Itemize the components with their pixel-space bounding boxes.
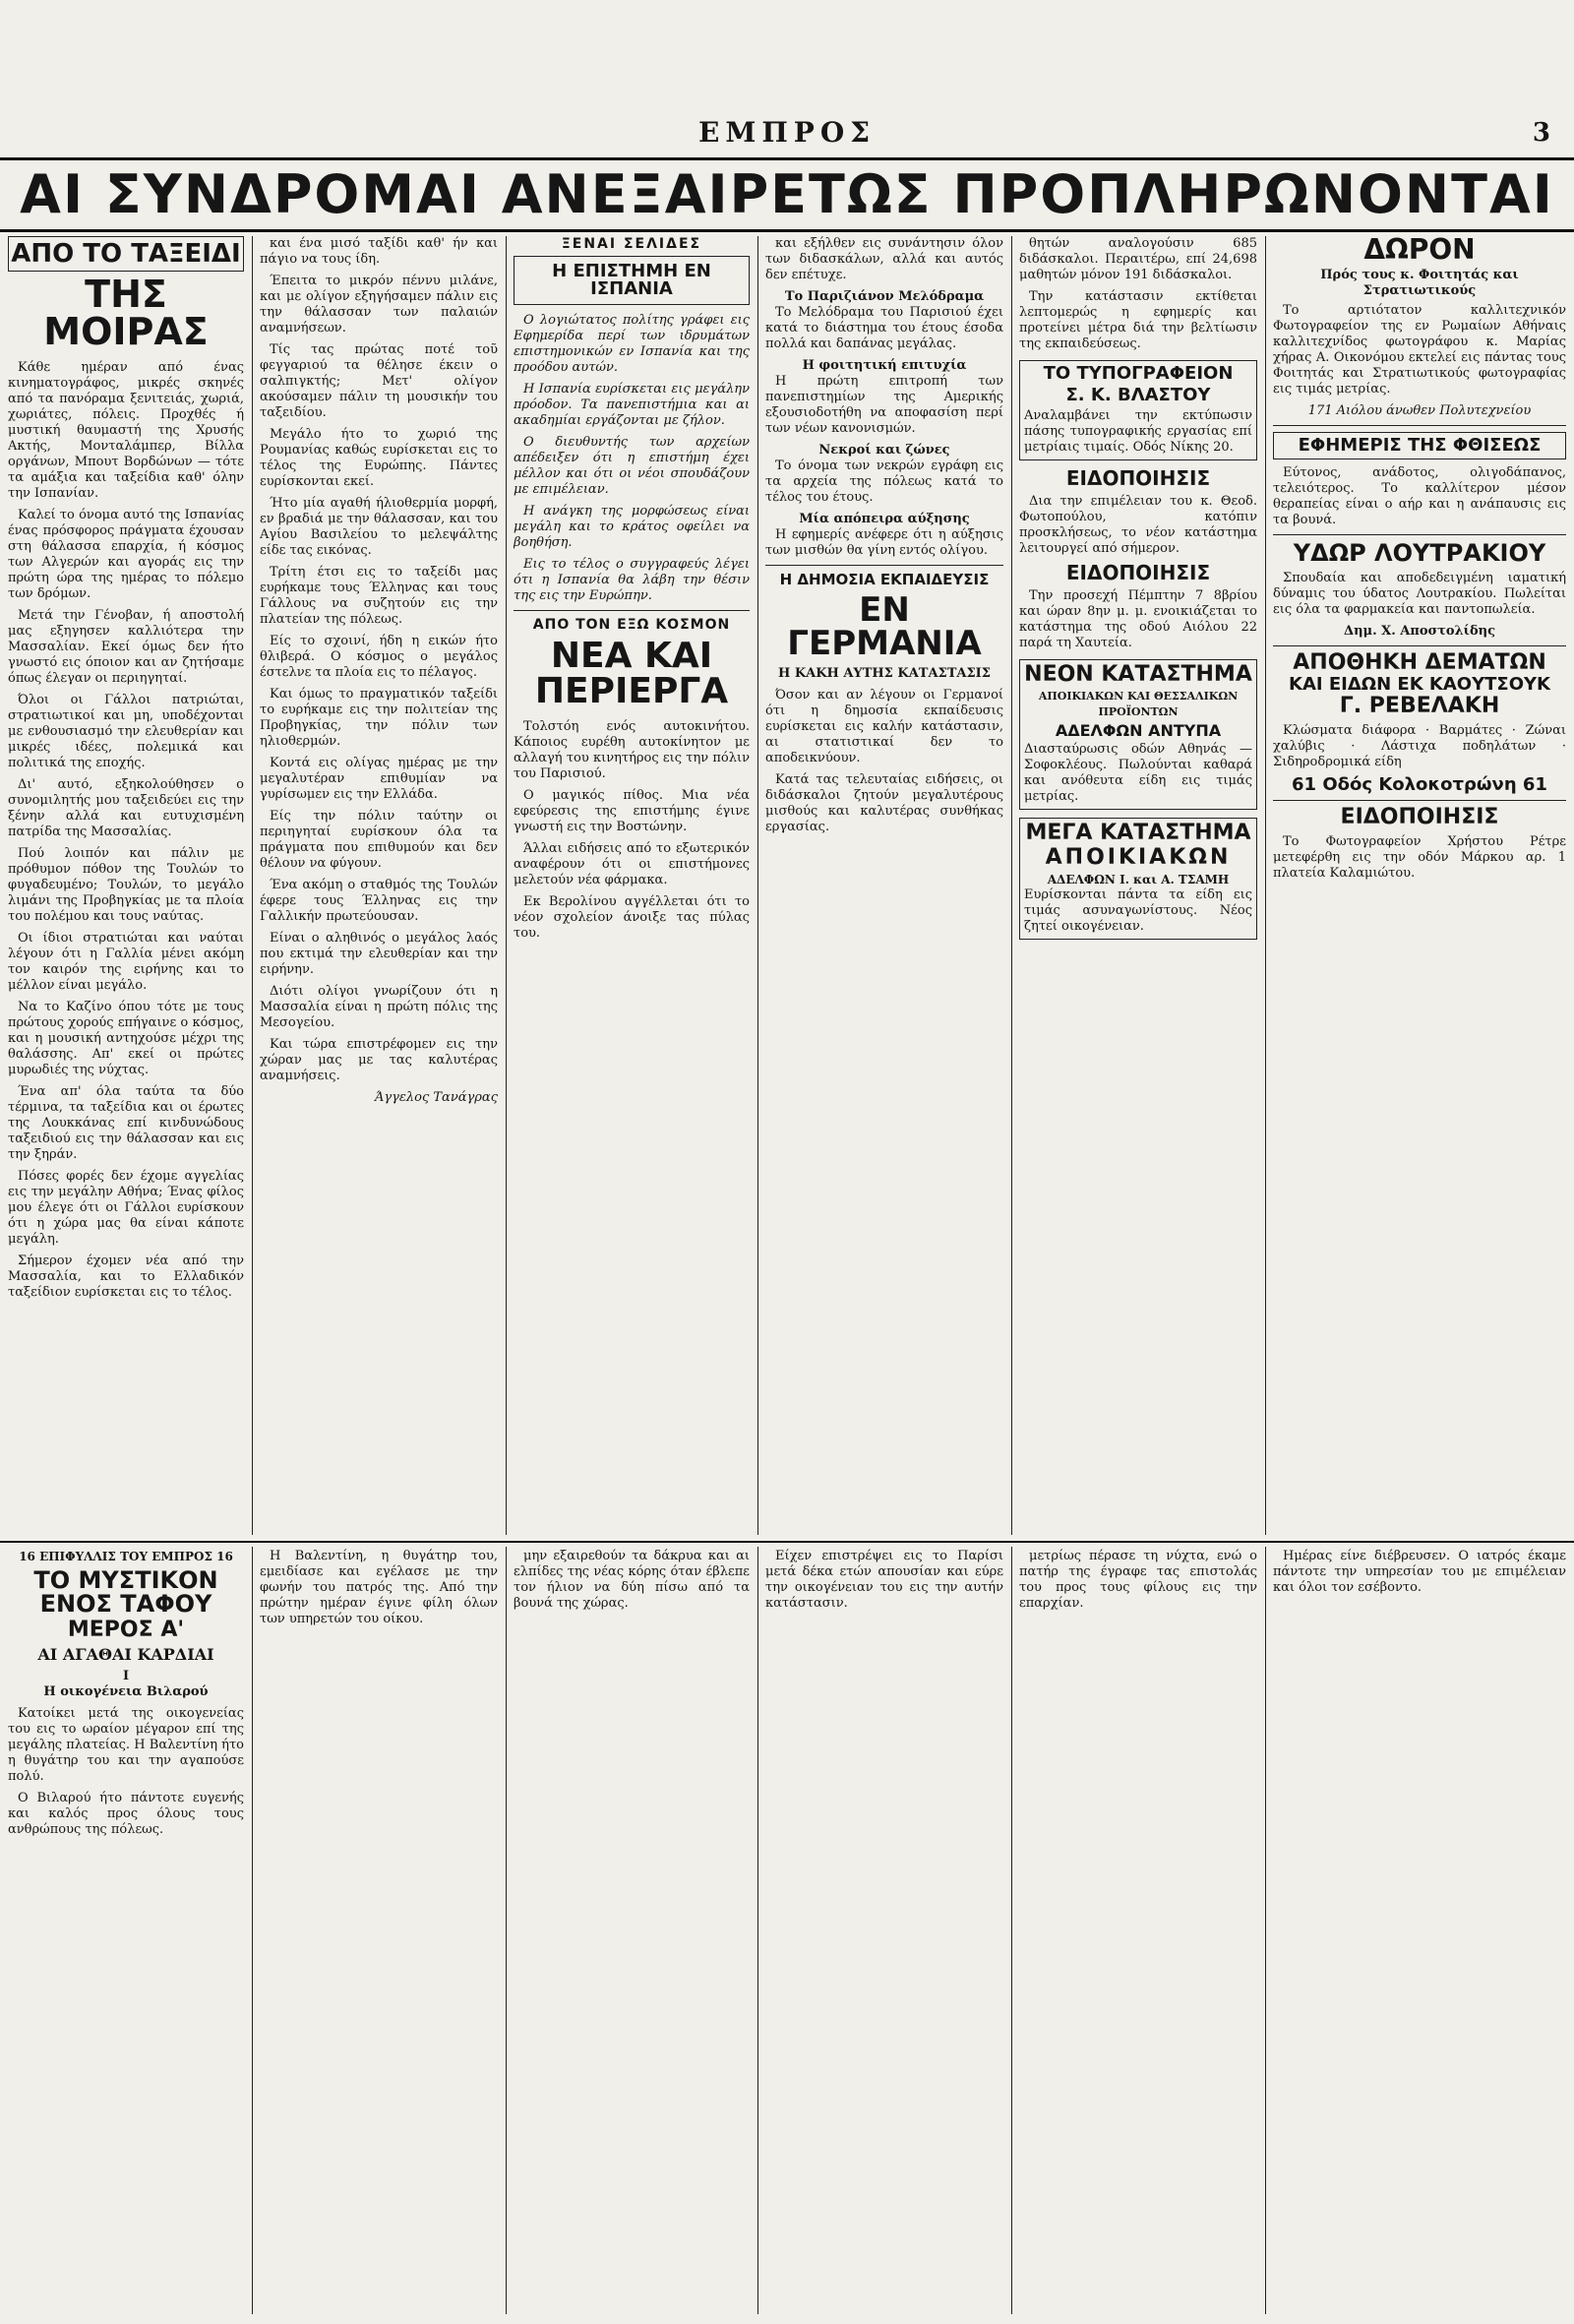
- ad-title: ΤΟ ΤΥΠΟΓΡΑΦΕΙΟΝ: [1043, 363, 1234, 384]
- article-title-main: ΤΗΣ ΜΟΙΡΑΣ: [43, 273, 209, 353]
- column-rule: [757, 1547, 758, 2314]
- paragraph: Και όμως το πραγματικόν ταξείδι το ευρήκαμε εις την πολιτείαν της Προβηγκίας, την πόλιν των ηλιοθερμών.: [260, 687, 498, 749]
- section-divider: [0, 1541, 1574, 1543]
- divider: [765, 565, 1003, 566]
- ad-box: [1019, 659, 1257, 810]
- ad-address: 61 Οδός Κολοκοτρώνη 61: [1292, 774, 1547, 795]
- paragraph: Την κατάστασιν εκτίθεται λεπτομερώς η εφημερίς και προτείνει μέτρα διά την βελτίωσιν της εκπαιδεύσεως.: [1019, 289, 1257, 351]
- column-6: [1273, 236, 1566, 1535]
- serial-title: ΤΟ ΜΥΣΤΙΚΟΝ ΕΝΟΣ ΤΑΦΟΥ: [33, 1566, 218, 1618]
- signature: Άγγελος Τανάγρας: [375, 1090, 498, 1105]
- paragraph: Έπειτα το μικρόν πέννυ μιλάνε, και με ολίγον εξηγήσαμεν πάλιν εις την θάλασσαν των παλαιών αναμνήσεων.: [260, 274, 498, 336]
- paragraph: Ημέρας είνε διέβρευσεν. Ο ιατρός έκαμε πάντοτε την υπηρεσίαν του με επιμέλειαν και όλοι τον εσέβοντο.: [1273, 1549, 1566, 1595]
- paragraph: Δι' αυτό, εξηκολούθησεν ο συνομιλητής μου ταξειδεύει εις την ξένην αλλά και ευτυχισμένη πατρίδα της Μασσαλίας.: [8, 777, 244, 839]
- section-kicker: ΞΕΝΑΙ ΣΕΛΙΔΕΣ: [561, 236, 702, 252]
- serial-column-6: [1273, 1549, 1566, 2316]
- paragraph: Πού λοιπόν και πάλιν με πρόθυμον πόθον της Τουλών το φυγαδευμένο; Τουλών, το μεγάλο λιμάνι της Προβηγκίας με τα πλοία του πολέμου και τους ναύτας.: [8, 846, 244, 924]
- paragraph: Να το Καζίνο όπου τότε με τους πρώτους χορούς επήγαινε ο κόσμος, και η μουσική αντηχούσε μέχρι της θαλάσσης. Απ' εκεί οι πρώτες μυρωδιές της νύχτας.: [8, 1000, 244, 1077]
- column-rule: [1265, 236, 1266, 1535]
- paragraph: Άλλαι ειδήσεις από το εξωτερικόν αναφέρουν ότι οι επιστήμονες μελετούν νέα φάρμακα.: [514, 841, 750, 887]
- article-title: Η ΕΠΙΣΤΗΜΗ ΕΝ ΙΣΠΑΝΙΑ: [514, 256, 750, 305]
- notice-title: ΕΙΔΟΠΟΙΗΣΙΣ: [1065, 561, 1211, 584]
- paragraph: Εύτονος, ανάδοτος, ολιγοδάπανος, τελειότερος. Το καλλίτερον μέσον θεραπείας είναι ο αήρ και η ανάπαυσις εις τα βουνά.: [1273, 465, 1566, 527]
- paragraph: Σήμερον έχομεν νέα από την Μασσαλία, και το Ελλαδικόν ταξείδιον ευρίσκεται εις το τέλος.: [8, 1254, 244, 1300]
- page-number: 3: [1532, 118, 1550, 148]
- ad-box: [1019, 818, 1257, 940]
- paragraph: Η πρώτη επιτροπή των πανεπιστημίων της Αμερικής εξουσιοδοτήθη να αποφασίση περί των νέων κανονισμών.: [765, 374, 1003, 436]
- paragraph: και ένα μισό ταξίδι καθ' ήν και πάγιο να τους ίδη.: [260, 236, 498, 267]
- paragraph: Ήτο μία αγαθή ήλιοθερμία μορφή, εν βραδιά με την θάλασσαν, και του Αγίου Βασιλείου το μελεψάλτης είδε τας εικόνας.: [260, 496, 498, 558]
- column-rule: [252, 236, 253, 1535]
- paragraph: Οι ίδιοι στρατιώται και ναύται λέγουν ότι η Γαλλία μένει ακόμη τον καιρόν της ειρήνης και το μέλλον είναι μεγάλο.: [8, 931, 244, 993]
- notice-title: ΕΙΔΟΠΟΙΗΣΙΣ: [1340, 805, 1499, 829]
- article-title: ΝΕΑ ΚΑΙ ΠΕΡΙΕΡΓΑ: [534, 636, 729, 711]
- ad-name: Γ. ΡΕΒΕΛΑΚΗ: [1339, 694, 1500, 718]
- paragraph: Διότι ολίγοι γνωρίζουν ότι η Μασσαλία είναι η πρώτη πόλις της Μεσογείου.: [260, 984, 498, 1030]
- serial-column-2: [260, 1549, 498, 2316]
- paragraph: Το Φωτογραφείον Χρήστου Ρέτρε μετεφέρθη εις την οδόν Μάρκου αρ. 1 πλατεία Καλαμιώτου.: [1273, 834, 1566, 881]
- section-kicker: Η ΔΗΜΟΣΙΑ ΕΚΠΑΙΔΕΥΣΙΣ: [779, 571, 990, 588]
- paragraph: Εις το τέλος ο συγγραφεύς λέγει ότι η Ισπανία θα λάβη την θέσιν της εις την Ευρώπην.: [514, 557, 750, 603]
- paragraph: Είναι ο αληθινός ο μεγάλος λαός που εκτιμά την ελευθερίαν και την ειρήνην.: [260, 931, 498, 977]
- ad-text: Διασταύρωσις οδών Αθηνάς — Σοφοκλέους. Πωλούνται καθαρά και ανόθευτα είδη εις τιμάς μετρίας.: [1024, 742, 1252, 804]
- chapter-title: Η οικογένεια Βιλαρού: [43, 1684, 209, 1699]
- divider: [1273, 534, 1566, 535]
- paragraph: Την προσεχή Πέμπτην 7 8βρίου και ώραν 8ην μ. μ. ενοικιάζεται το κατάστημα της οδού Αιόλου 22 παρά τη Χαυτεία.: [1019, 588, 1257, 650]
- serial-column: [8, 1549, 244, 2316]
- column-5: [1019, 236, 1257, 1535]
- paragraph: Η ανάγκη της μορφώσεως είναι μεγάλη και το κράτος οφείλει να βοηθήση.: [514, 504, 750, 550]
- paragraph: Κοντά εις ολίγας ημέρας με την μεγαλυτέραν επιθυμίαν να γυρίσωμεν εις την Ελλάδα.: [260, 756, 498, 802]
- paragraph: Το Μελόδραμα του Παρισιού έχει κατά το διάστημα του έτους έσοδα πολλά και δαπάνας μεγάλας.: [765, 305, 1003, 351]
- ad-title: ΕΦΗΜΕΡΙΣ ΤΗΣ ΦΘΙΣΕΩΣ: [1273, 432, 1566, 459]
- section-kicker: ΑΠΟ ΤΟΝ ΕΞΩ ΚΟΣΜΟΝ: [532, 617, 731, 633]
- paragraph: Μεγάλο ήτο το χωριό της Ρουμανίας καθώς ευρίσκεται εις το τέλος της Ευρώπης. Πάντες ευρίσκονται εκεί.: [260, 427, 498, 489]
- subheading: Νεκροί και ζώνες: [818, 443, 950, 458]
- subheading: Η φοιτητική επιτυχία: [802, 358, 967, 373]
- ad-name: ΑΔΕΛΦΩΝ ΑΝΤΥΠΑ: [1055, 721, 1222, 740]
- paragraph: Η Ισπανία ευρίσκεται εις μεγάλην πρόοδον. Τα πανεπιστήμια και αι ακαδημίαι εργάζονται με ζήλον.: [514, 382, 750, 428]
- paragraph: Είς την πόλιν ταύτην οι περιηγηταί ευρίσκουν όλα τα πράγματα που επιθυμούν και δεν θέλουν να φύγουν.: [260, 809, 498, 871]
- paragraph: Ο μαγικός πίθος. Μια νέα εφεύρεσις της επιστήμης έγινε γνωστή εις την Βοστώνην.: [514, 788, 750, 834]
- paragraph: Ένα απ' όλα ταύτα τα δύο τέρμινα, τα ταξείδια και οι έρωτες της Λουκκάνας επί κινδυνώδους ταξειδιού εις την θάλασσαν και εις την ξηράν.: [8, 1084, 244, 1162]
- ad-subtitle: ΚΑΙ ΕΙΔΩΝ ΕΚ ΚΑΟΥΤΣΟΥΚ: [1289, 674, 1550, 695]
- divider: [1273, 800, 1566, 801]
- ad-name: Σ. Κ. ΒΛΑΣΤΟΥ: [1065, 385, 1211, 405]
- divider: [514, 610, 750, 611]
- paragraph: Η εφημερίς ανέφερε ότι η αύξησις των μισθών θα γίνη εντός ολίγου.: [765, 527, 1003, 558]
- serial-kicker: 16 ΕΠΙΦΥΛΛΙΣ ΤΟΥ ΕΜΠΡΟΣ 16: [19, 1550, 233, 1563]
- paragraph: Εκ Βερολίνου αγγέλλεται ότι το νέον σχολείον άνοιξε τας πύλας του.: [514, 894, 750, 941]
- paragraph: Πόσες φορές δεν έχομε αγγελίας εις την μεγάλην Αθήνα; Ένας φίλος μου έλεγε ότι οι Γάλλοι ευρίσκουν ότι η χώρα μας θα είναι κάποτε μεγάλη.: [8, 1169, 244, 1247]
- ad-subtitle: ΑΠΟΙΚΙΑΚΩΝ: [1045, 845, 1232, 870]
- paragraph: Κλώσματα διάφορα · Βαρμάτες · Ζώναι χαλύβις · Λάστιχα ποδηλάτων · Σιδηροδρομικά είδη: [1273, 723, 1566, 769]
- paragraph: Είς το σχοινί, ήδη η εικών ήτο θλιβερά. Ο κόσμος ο μεγάλος έστελνε τα πλοία εις το πέλαγος.: [260, 634, 498, 680]
- serial-column-3: [514, 1549, 750, 2316]
- paragraph: Κατά τας τελευταίας ειδήσεις, οι διδάσκαλοι ζητούν μεγαλυτέρους μισθούς και καλυτέρας συνθήκας εργασίας.: [765, 772, 1003, 834]
- serial-subtitle: ΑΙ ΑΓΑΘΑΙ ΚΑΡΔΙΑΙ: [37, 1645, 214, 1664]
- paragraph: και εξήλθεν εις συνάντησιν όλον των διδασκάλων, αλλά και αυτός δεν επέτυχε.: [765, 236, 1003, 282]
- paragraph: Κατοίκει μετά της οικογενείας του εις το ωραίον μέγαρον επί της μεγάλης πλατείας. Η Βαλεντίνη ήτο η θυγάτηρ του και την αγαπούσε πολύ.: [8, 1706, 244, 1784]
- paragraph: Ένα ακόμη ο σταθμός της Τουλών έφερε τους Έλληνας εις την Γαλλικήν πρωτεύουσαν.: [260, 878, 498, 924]
- masthead: ΕΜΠΡΟΣ: [697, 116, 877, 149]
- column-4: [765, 236, 1003, 1535]
- ad-title: ΥΔΩΡ ΛΟΥΤΡΑΚΙΟΥ: [1293, 539, 1546, 567]
- ad-person: Δημ. Χ. Αποστολίδης: [1344, 624, 1495, 639]
- paragraph: Όσον και αν λέγουν οι Γερμανοί ότι η δημοσία εκπαίδευσις ευρίσκεται εις καλήν κατάστασιν, αι στατιστικαί δεν το αποδεικνύουν.: [765, 688, 1003, 765]
- subscription-banner: ΑΙ ΣΥΝΔΡΟΜΑΙ ΑΝΕΞΑΙΡΕΤΩΣ ΠΡΟΠΛΗΡΩΝΟΝΤΑΙ: [0, 157, 1574, 232]
- column-2: [260, 236, 498, 1535]
- ad-title: ΝΕΟΝ ΚΑΤΑΣΤΗΜΑ: [1024, 662, 1252, 687]
- paragraph: Το αρτιότατον καλλιτεχνικόν Φωτογραφείον της εν Ρωμαίων Αθήναις καλλιτεχνίδος φωτογράφου κ. Μαρίας χήρας Α. Οικονόμου εκτελεί εις πάντας τους Φοιτητάς και Στρατιωτικούς φωτογραφίας εις τιμάς μετρίας.: [1273, 303, 1566, 397]
- subheading: Μία απόπειρα αύξησης: [799, 512, 970, 526]
- ad-title: ΜΕΓΑ ΚΑΤΑΣΤΗΜΑ: [1025, 821, 1251, 845]
- chapter-number: I: [122, 1669, 130, 1683]
- subheading: Το Παριζιάνον Μελόδραμα: [784, 289, 985, 304]
- paragraph: Κάθε ημέραν από ένας κινηματογράφος, μικρές σκηνές από τα πανόραμα ξενιτειάς, χωριά, χωριάτες, πόλεις. Προχθές ή μυστική θαυμαστή της Χρυσής Ακτής, Μονταλάμπερ, Βίλλα οργάνων, Μπουτ Βορδώνων — τότε τα αμάξια και ταξείδια καθ' όλην την Ισπανίαν.: [8, 360, 244, 501]
- article-subtitle: Η ΚΑΚΗ ΑΥΤΗΣ ΚΑΤΑΣΤΑΣΙΣ: [778, 666, 991, 681]
- serial-part: ΜΕΡΟΣ Α': [67, 1618, 185, 1642]
- column-rule: [1265, 1547, 1266, 2314]
- column-rule: [506, 1547, 507, 2314]
- column-1: [8, 236, 244, 1535]
- serial-column-5: [1019, 1549, 1257, 2316]
- ad-title: ΑΠΟΘΗΚΗ ΔΕΜΑΤΩΝ: [1293, 650, 1546, 675]
- column-3: [514, 236, 750, 1535]
- ad-subtitle: ΑΠΟΙΚΙΑΚΩΝ ΚΑΙ ΘΕΣΣΑΛΙΚΩΝ ΠΡΟΪΟΝΤΩΝ: [1038, 690, 1239, 718]
- paragraph: Είχεν επιστρέψει εις το Παρίσι μετά δέκα ετών απουσίαν και εύρε την οικογένειαν του εις την αυτήν κατάστασιν.: [765, 1549, 1003, 1611]
- ad-text: Αναλαμβάνει την εκτύπωσιν πάσης τυπογραφικής εργασίας επί μετρίαις τιμαίς. Οδός Νίκης 20.: [1024, 408, 1252, 455]
- paragraph: Η Βαλεντίνη, η θυγάτηρ του, εμειδίασε και εγέλασε με την φωνήν του πατρός της. Από την πρώτην ημέραν έγινε φίλη όλων των υπηρετών του οίκου.: [260, 1549, 498, 1626]
- ad-title: ΔΩΡΟΝ: [1363, 236, 1476, 266]
- notice-title: ΕΙΔΟΠΟΙΗΣΙΣ: [1065, 466, 1211, 490]
- column-rule: [1011, 1547, 1012, 2314]
- serial-column-4: [765, 1549, 1003, 2316]
- ad-box: [1019, 360, 1257, 460]
- paragraph: μετρίως πέρασε τη νύχτα, ενώ ο πατήρ της έγραφε τας επιστολάς του προς τους φίλους εις την επαρχίαν.: [1019, 1549, 1257, 1611]
- paragraph: Όλοι οι Γάλλοι πατριώται, στρατιωτικοί και μη, υποδέχονται με ενθουσιασμό την ελευθερίαν και μικρές ιδέες, πολεμικά και πολιτικά της εποχής.: [8, 693, 244, 770]
- paragraph: Ο Βιλαρού ήτο πάντοτε ευγενής και καλός προς όλους τους ανθρώπους της πόλεως.: [8, 1791, 244, 1837]
- paragraph: θητών αναλογούσιν 685 διδάσκαλοι. Περαιτέρω, επί 24,698 μαθητών μόνον 191 διδάσκαλοι.: [1019, 236, 1257, 282]
- column-rule: [757, 236, 758, 1535]
- paragraph: Το όνομα των νεκρών εγράφη εις τα αρχεία της πόλεως κατά το τέλος του έτους.: [765, 459, 1003, 505]
- column-rule: [1011, 236, 1012, 1535]
- divider: [1273, 425, 1566, 426]
- paragraph: Σπουδαία και αποδεδειγμένη ιαματική δύναμις του ύδατος Λουτρακίου. Πωλείται εις όλα τα φαρμακεία και παντοπωλεία.: [1273, 571, 1566, 617]
- paragraph: Τρίτη έτσι εις το ταξείδι μας ευρήκαμε τους Έλληνας και τους Γάλλους να συζητούν εις την πλατείαν της πόλεως.: [260, 565, 498, 627]
- paragraph: Τολστόη ενός αυτοκινήτου. Κάποιος ευρέθη αυτοκίνητον με αλλαγή του κινητήρος εις την πόλιν του Παρισιού.: [514, 719, 750, 781]
- paragraph: μην εξαιρεθούν τα δάκρυα και αι ελπίδες της νέας κόρης όταν έβλεπε τον ήλιον να δύη πίσω από τα βουνά της χώρας.: [514, 1549, 750, 1611]
- column-rule: [506, 236, 507, 1535]
- article-title: ΑΠΟ ΤΟ ΤΑΞΕΙΔΙ: [8, 236, 244, 272]
- ad-subtitle: Πρός τους κ. Φοιτητάς και Στρατιωτικούς: [1320, 268, 1519, 298]
- paragraph: Ο λογιώτατος πολίτης γράφει εις Εφημερίδα περί των ιδρυμάτων επιστημονικών εν Ισπανία και της προόδου αυτών.: [514, 313, 750, 375]
- ad-address: 171 Αιόλου άνωθεν Πολυτεχνείου: [1307, 403, 1532, 418]
- paragraph: Καλεί το όνομα αυτό της Ισπανίας ένας πρόσφορος πράγματα έχουσαν στη θάλασσα επαρχία, ή κόσμος των Αλγερών και αγοράς εις την πρώτη ώρα της ημέρας το πόλεμο των δρόμων.: [8, 508, 244, 601]
- paragraph: Μετά την Γένοβαν, ή αποστολή μας εξηγησεν καλλιότερα την Μασσαλίαν. Εκεί όμως δεν ήτο γνωστό εις όποιον και αν ζητήσαμε όπως έλεγαν οι περιηγηταί.: [8, 608, 244, 686]
- article-title: ΕΝ ΓΕΡΜΑΝΙΑ: [787, 590, 982, 663]
- divider: [1273, 645, 1566, 646]
- paragraph: Τίς τας πρώτας ποτέ τοῦ φεγγαριού τα θέλησε έκειν ο σαλπιγκτής; Μετ' ολίγον ακούσαμεν πάλιν τη μουσικήν του ταξειδίου.: [260, 342, 498, 420]
- paragraph: Ο διευθυντής των αρχείων απέδειξεν ότι η επιστήμη έχει μέλλον και ότι οι νέοι σπουδάζουν με επιμέλειαν.: [514, 435, 750, 497]
- ad-name: ΑΔΕΛΦΩΝ Ι. και Α. ΤΣΑΜΗ: [1047, 873, 1230, 887]
- paragraph: Δια την επιμέλειαν του κ. Θεοδ. Φωτοπούλου, κατόπιν προσκλήσεως, το νέον κατάστημα λειτουργεί από σήμερον.: [1019, 494, 1257, 556]
- column-rule: [252, 1547, 253, 2314]
- paragraph: Και τώρα επιστρέφομεν εις την χώραν μας με τας καλυτέρας αναμνήσεις.: [260, 1037, 498, 1083]
- ad-text: Ευρίσκονται πάντα τα είδη εις τιμάς ασυναγωνίστους. Νέος ζητεί οικογένειαν.: [1024, 887, 1252, 934]
